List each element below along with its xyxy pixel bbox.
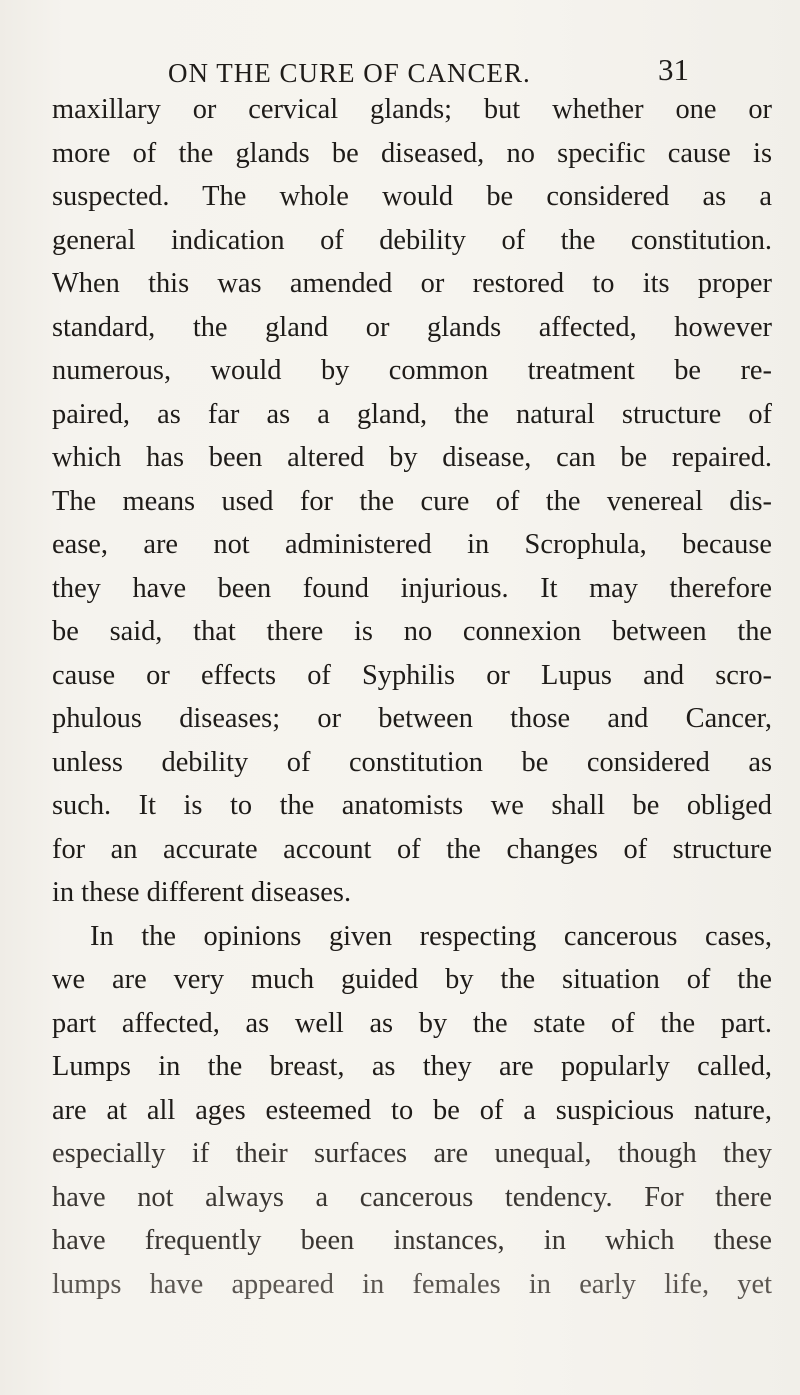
text-line: Lumps in the breast, as they are popularly called, [52,1051,772,1082]
text-line: for an accurate account of the changes of structure [52,833,772,865]
text-line: paired, as far as a gland, the natural structure of [52,398,772,430]
text-line: we are very much guided by the situation of the [52,964,772,995]
text-line: part affected, as well as by the state of the part. [52,1007,772,1039]
text-line: ease, are not administered in Scrophula, because [52,529,772,560]
text-line: maxillary or cervical glands; but whether one or [52,94,772,125]
text-line: lumps have appeared in females in early life, yet [52,1268,772,1300]
text-line: more of the glands be diseased, no specific cause is [52,137,772,169]
text-line: have frequently been instances, in which these [52,1225,772,1256]
text-line: be said, that there is no connexion between the [52,616,772,647]
text-line: phulous diseases; or between those and Cancer, [52,703,772,734]
text-line: When this was amended or restored to its proper [52,268,772,299]
text-line: The means used for the cure of the venereal dis- [52,485,772,517]
text-line: cause or effects of Syphilis or Lupus and scro- [52,659,772,691]
body-text [52,88,772,1306]
text-line: such. It is to the anatomists we shall be obliged [52,790,772,821]
text-line: in these different diseases. [52,877,352,908]
text-line: suspected. The whole would be considered as a [52,181,772,212]
text-line: standard, the gland or glands affected, however [52,311,772,343]
page-number: 31 [658,52,689,87]
text-line: which has been altered by disease, can be repaired. [52,442,772,473]
text-line: they have been found injurious. It may therefore [52,572,772,604]
text-line: unless debility of constitution be considered as [52,746,772,778]
text-line: general indication of debility of the constitution. [52,224,772,256]
text-line: numerous, would by common treatment be re- [52,355,772,386]
text-line: are at all ages esteemed to be of a suspicious nature, [52,1094,772,1126]
text-line: In the opinions given respecting cancerous cases, [90,920,772,952]
running-title: ON THE CURE OF CANCER. [168,58,531,88]
text-line: have not always a cancerous tendency. For there [52,1181,772,1213]
text-line: especially if their surfaces are unequal, though they [52,1138,772,1169]
